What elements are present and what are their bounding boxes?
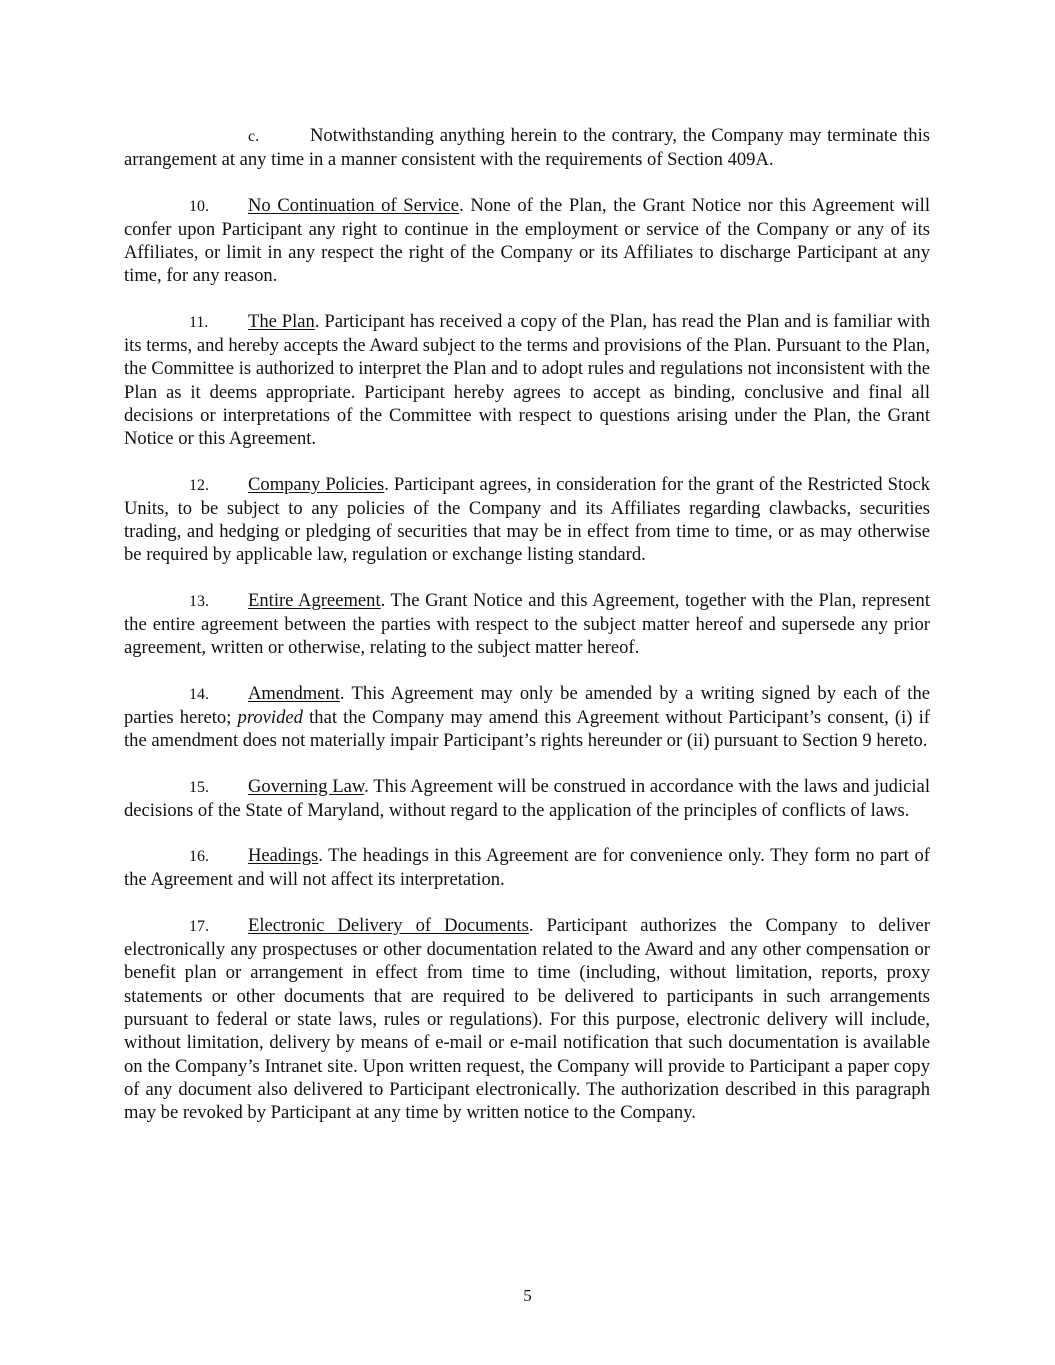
paragraph-number: c. <box>248 128 260 145</box>
paragraph-number: 10. <box>189 197 209 215</box>
paragraph-text: This Agreement may only be amended by a writing signed by each of the parties hereto; <box>124 682 930 728</box>
paragraph-number: 16. <box>189 848 209 866</box>
paragraph-11: 11. The Plan. Participant has received a copy of the Plan, has read the Plan and is familiar with its terms, and hereby accepts the Award subject to the terms and provisions of the Plan. Pursuant to the Plan, the Committee is authorized to interpret the Plan and to adopt rules and regulations not inconsistent with the Plan as it deems appropriate. Participant hereby agrees to accept as binding, conclusive and final all decisions or interpretations of the Committee with respect to questions arising under the Plan, the Grant Notice or this Agreement. <box>124 310 930 450</box>
paragraph-text: None of the Plan, the Grant Notice nor this Agreement will confer upon Participant any right to continue in the employment or service of the Company or any of its Affiliates, or limit in any respect the right of the Company or its Affiliates to discharge Participant at any time, for any reason. <box>124 194 930 287</box>
page-number: 5 <box>523 1286 532 1305</box>
paragraph-text: Participant has received a copy of the Plan, has read the Plan and is familiar with its terms, and hereby accepts the Award subject to the terms and provisions of the Plan. Pursuant to the Plan, the Committee is authorized to interpret the Plan and to adopt rules and regulations not inconsistent with the Plan as it deems appropriate. Participant hereby agrees to accept as binding, conclusive and final all decisions or interpretations of the Committee with respect to questions arising under the Plan, the Grant Notice or this Agreement. <box>124 310 930 450</box>
section-heading: Governing Law <box>248 775 365 797</box>
paragraph-number: 15. <box>189 778 209 796</box>
paragraph-text: The Grant Notice and this Agreement, together with the Plan, represent the entire agreement between the parties with respect to the subject matter hereof and supersede any prior agreement, written or otherwise, relating to the subject matter hereof. <box>124 589 930 659</box>
paragraph-17: 17. Electronic Delivery of Documents. Participant authorizes the Company to deliver electronically any prospectuses or other documentation related to the Award and any other compensation or benefit plan or arrangement in effect from time to time (including, without limitation, reports, proxy statements or other documents that are required to be delivered to participants in such arrangements pursuant to federal or state laws, rules or regulations). For this purpose, electronic delivery will include, without limitation, delivery by means of e-mail or e-mail notification that such documentation is available on the Company’s Intranet site. Upon written request, the Company will provide to Participant a paper copy of any document also delivered to Participant electronically. The authorization described in this paragraph may be revoked by Participant at any time by written notice to the Company. <box>124 914 930 1124</box>
paragraph-16: 16. Headings. The headings in this Agreement are for convenience only. They form no part of the Agreement and will not affect its interpretation. <box>124 845 930 891</box>
section-heading: The Plan <box>248 310 315 332</box>
paragraph-10: 10. No Continuation of Service. None of the Plan, the Grant Notice nor this Agreement will confer upon Participant any right to continue in the employment or service of the Company or any of its Affiliates, or limit in any respect the right of the Company or its Affiliates to discharge Participant at any time, for any reason. <box>124 194 930 287</box>
section-heading: No Continuation of Service <box>248 194 460 216</box>
paragraph-number: 11. <box>189 313 209 331</box>
paragraph-13: 13. Entire Agreement. The Grant Notice and this Agreement, together with the Plan, represent the entire agreement between the parties with respect to the subject matter hereof and supersede any prior agreement, written or otherwise, relating to the subject matter hereof. <box>124 589 930 659</box>
section-heading: Company Policies <box>248 473 385 495</box>
paragraph-14: 14. Amendment. This Agreement may only be amended by a writing signed by each of the parties hereto; provided that the Company may amend this Agreement without Participant’s consent, (i) if the amendment does not materially impair Participant’s rights hereunder or (ii) pursuant to Section 9 hereto. <box>124 682 930 752</box>
paragraph-text: Notwithstanding anything herein to the contrary, the Company may terminate this arrangement at any time in a manner consistent with the requirements of Section 409A. <box>124 125 930 171</box>
paragraph-12: 12. Company Policies. Participant agrees, in consideration for the grant of the Restricted Stock Units, to be subject to any policies of the Company and its Affiliates regarding clawbacks, securities trading, and hedging or pledging of securities that may be in effect from time to time, or as may otherwise be required by applicable law, regulation or exchange listing standard. <box>124 473 930 566</box>
section-heading: Electronic Delivery of Documents <box>248 914 529 936</box>
section-heading: Amendment <box>248 682 340 704</box>
paragraph-text: Participant authorizes the Company to deliver electronically any prospectuses or other documentation related to the Award and any other compensation or benefit plan or arrangement in effect from time to time (including, without limitation, reports, proxy statements or other documents that are required to be delivered to participants in such arrangements pursuant to federal or state laws, rules or regulations). For this purpose, electronic delivery will include, without limitation, delivery by means of e-mail or e-mail notification that such documentation is available on the Company’s Intranet site. Upon written request, the Company will provide to Participant a paper copy of any document also delivered to Participant electronically. The authorization described in this paragraph may be revoked by Participant at any time by written notice to the Company. <box>124 914 930 1124</box>
paragraph-text: This Agreement will be construed in accordance with the laws and judicial decisions of the State of Maryland, without regard to the application of the principles of conflicts of laws. <box>124 775 930 821</box>
paragraph-number: 13. <box>189 592 209 610</box>
italic-term: provided <box>237 706 303 728</box>
paragraph-number: 12. <box>189 476 209 494</box>
document-page <box>124 124 930 1146</box>
section-heading: Entire Agreement <box>248 589 381 611</box>
paragraph-9c <box>124 124 930 172</box>
paragraph-text-continued: that the Company may amend this Agreement without Participant’s consent, (i) if the amendment does not materially impair Participant’s rights hereunder or (ii) pursuant to Section 9 hereto. <box>124 706 930 752</box>
paragraph-number: 17. <box>189 917 209 935</box>
section-heading: Headings <box>248 845 319 867</box>
paragraph-number: 14. <box>189 685 209 703</box>
paragraph-text: The headings in this Agreement are for convenience only. They form no part of the Agreement and will not affect its interpretation. <box>124 845 930 891</box>
paragraph-text: Participant agrees, in consideration for the grant of the Restricted Stock Units, to be subject to any policies of the Company and its Affiliates regarding clawbacks, securities trading, and hedging or pledging of securities that may be in effect from time to time, or as may otherwise be required by applicable law, regulation or exchange listing standard. <box>124 473 930 566</box>
paragraph-15: 15. Governing Law. This Agreement will be construed in accordance with the laws and judicial decisions of the State of Maryland, without regard to the application of the principles of conflicts of laws. <box>124 775 930 821</box>
